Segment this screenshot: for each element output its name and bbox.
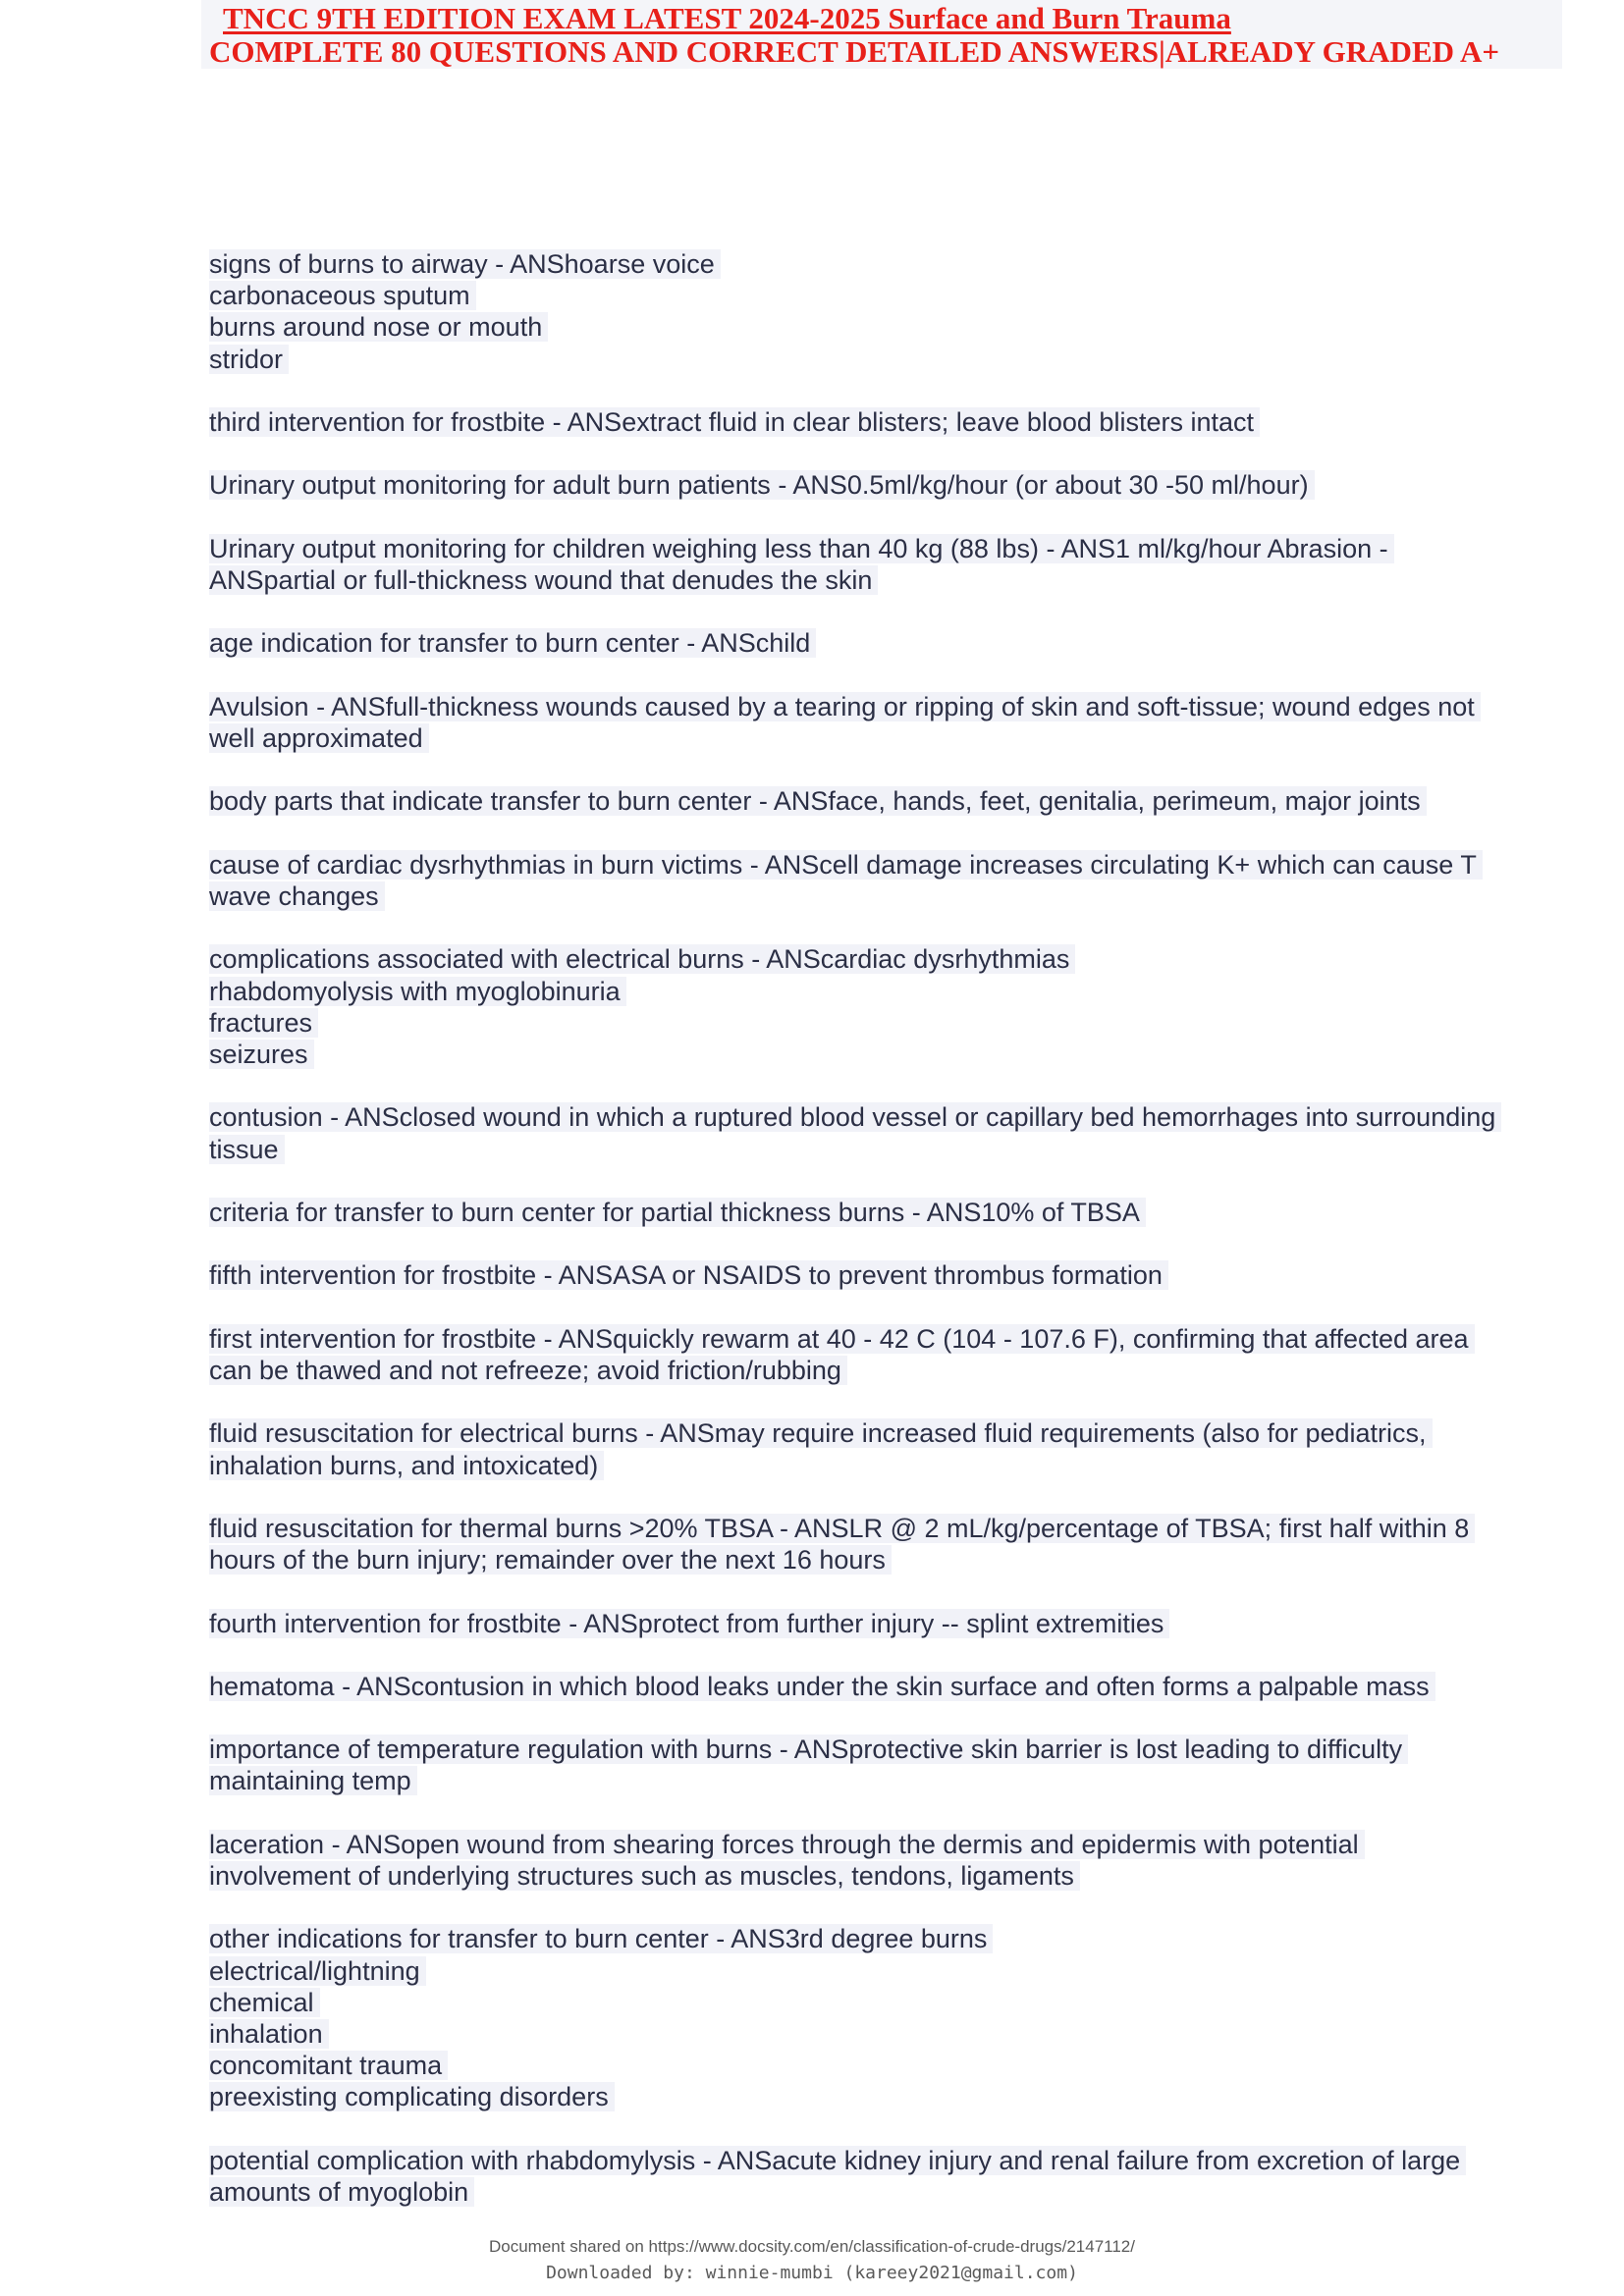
qa-line-text: Avulsion - ANSfull-thickness wounds caused by a tearing or ripping of skin and soft-tissue; wound edges not (209, 692, 1481, 721)
qa-line-text: fractures (209, 1008, 318, 1038)
qa-line (209, 533, 1564, 564)
qa-entry (209, 2145, 1564, 2208)
qa-line-text: wave changes (209, 881, 385, 911)
qa-line (209, 976, 1564, 1007)
footer-shared-note: Document shared on https://www.docsity.com/en/classification-of-crude-drugs/2147112/ (489, 2237, 1135, 2256)
qa-line-text: rhabdomyolysis with myoglobinuria (209, 977, 626, 1006)
qa-line (209, 881, 1564, 912)
qa-line (209, 1450, 1564, 1481)
qa-line-text: maintaining temp (209, 1766, 417, 1795)
qa-line-text: laceration - ANSopen wound from shearing forces through the dermis and epidermis with potential (209, 1830, 1365, 1859)
qa-entry (209, 406, 1564, 438)
qa-line (209, 2145, 1564, 2176)
qa-line (209, 406, 1564, 438)
qa-line-text: Urinary output monitoring for adult burn patients - ANS0.5ml/kg/hour (or about 30 -50 ml/hour) (209, 470, 1315, 500)
qa-line (209, 1323, 1564, 1355)
qa-line (209, 1417, 1564, 1449)
qa-entry (209, 1323, 1564, 1386)
qa-line (209, 1765, 1564, 1796)
qa-line-text: electrical/lightning (209, 1956, 426, 1986)
qa-entry (209, 785, 1564, 817)
qa-line (209, 722, 1564, 754)
qa-line-text: seizures (209, 1040, 314, 1069)
qa-entry (209, 1513, 1564, 1575)
qa-line-text: inhalation burns, and intoxicated) (209, 1451, 604, 1480)
qa-entry (209, 1101, 1564, 1164)
qa-line-text: burns around nose or mouth (209, 312, 548, 342)
qa-line-text: fifth intervention for frostbite - ANSASA or NSAIDS to prevent thrombus formation (209, 1260, 1168, 1290)
qa-line-text: cause of cardiac dysrhythmias in burn victims - ANScell damage increases circulating K+ which can cause T (209, 850, 1483, 880)
qa-line (209, 2176, 1564, 2208)
qa-line (209, 1829, 1564, 1860)
qa-line (209, 2018, 1564, 2050)
qa-line-text: ANSpartial or full-thickness wound that denudes the skin (209, 565, 878, 595)
qa-line-text: amounts of myoglobin (209, 2177, 474, 2207)
qa-line-text: fluid resuscitation for electrical burns - ANSmay require increased fluid requirements (also for pediatrics, (209, 1418, 1433, 1448)
qa-line-text: can be thawed and not refreeze; avoid friction/rubbing (209, 1356, 847, 1385)
qa-line (209, 1544, 1564, 1575)
qa-line-text: well approximated (209, 723, 429, 753)
qa-line (209, 1734, 1564, 1765)
qa-line-text: hours of the burn injury; remainder over the next 16 hours (209, 1545, 892, 1575)
qa-line (209, 1355, 1564, 1386)
qa-line-text: carbonaceous sputum (209, 281, 476, 310)
qa-line (209, 1259, 1564, 1291)
qa-line-text: Urinary output monitoring for children weighing less than 40 kg (88 lbs) - ANS1 ml/kg/hour Abrasion - (209, 534, 1394, 563)
qa-entry (209, 1923, 1564, 2112)
qa-entry (209, 469, 1564, 501)
qa-entry (209, 1259, 1564, 1291)
qa-line (209, 1987, 1564, 2018)
qa-line (209, 1513, 1564, 1544)
qa-line (209, 691, 1564, 722)
qa-line-text: criteria for transfer to burn center for partial thickness burns - ANS10% of TBSA (209, 1198, 1146, 1227)
qa-line (209, 248, 1564, 280)
qa-line-text: first intervention for frostbite - ANSquickly rewarm at 40 - 42 C (104 - 107.6 F), confirming that affected area (209, 1324, 1475, 1354)
qa-line-text: third intervention for frostbite - ANSextract fluid in clear blisters; leave blood blisters intact (209, 407, 1260, 437)
qa-line-text: complications associated with electrical burns - ANScardiac dysrhythmias (209, 944, 1075, 974)
qa-line-text: age indication for transfer to burn center - ANSchild (209, 628, 816, 658)
qa-line-text: inhalation (209, 2019, 329, 2049)
qa-entry (209, 1734, 1564, 1796)
qa-entry (209, 943, 1564, 1070)
qa-line (209, 2050, 1564, 2081)
qa-line (209, 280, 1564, 311)
qa-line-text: potential complication with rhabdomylysis - ANSacute kidney injury and renal failure from excretion of large (209, 2146, 1466, 2175)
qa-line (209, 1671, 1564, 1702)
qa-line-text: chemical (209, 1988, 320, 2017)
qa-entry (209, 849, 1564, 912)
qa-line (209, 2081, 1564, 2112)
qa-line-text: importance of temperature regulation with burns - ANSprotective skin barrier is lost leading to difficulty (209, 1735, 1408, 1764)
qa-line (209, 1007, 1564, 1039)
qa-line-text: other indications for transfer to burn center - ANS3rd degree burns (209, 1924, 993, 1953)
qa-entry (209, 691, 1564, 754)
qa-line (209, 943, 1564, 975)
qa-line (209, 564, 1564, 596)
qa-line-text: involvement of underlying structures such as muscles, tendons, ligaments (209, 1861, 1080, 1891)
qa-line-text: stridor (209, 345, 289, 374)
qa-line (209, 1608, 1564, 1639)
qa-entry (209, 1671, 1564, 1702)
qa-line (209, 1134, 1564, 1165)
qa-entry (209, 1197, 1564, 1228)
qa-entry (209, 248, 1564, 375)
qa-entry (209, 1829, 1564, 1892)
qa-line (209, 311, 1564, 343)
qa-entry (209, 1608, 1564, 1639)
qa-line-text: preexisting complicating disorders (209, 2082, 615, 2111)
qa-line-text: concomitant trauma (209, 2051, 448, 2080)
qa-line (209, 627, 1564, 659)
document-title-line-2: COMPLETE 80 QUESTIONS AND CORRECT DETAILED ANSWERS|ALREADY GRADED A+ (209, 34, 1500, 69)
qa-line-text: body parts that indicate transfer to burn center - ANSface, hands, feet, genitalia, perimeum, major joints (209, 786, 1427, 816)
qa-line-text: contusion - ANSclosed wound in which a ruptured blood vessel or capillary bed hemorrhages into surrounding (209, 1102, 1501, 1132)
qa-line (209, 1955, 1564, 1987)
qa-line (209, 785, 1564, 817)
qa-entry (209, 1417, 1564, 1480)
qa-line (209, 1101, 1564, 1133)
qa-line-text: signs of burns to airway - ANShoarse voice (209, 249, 721, 279)
qa-list (209, 248, 1564, 2239)
qa-line (209, 1197, 1564, 1228)
qa-line-text: fourth intervention for frostbite - ANSprotect from further injury -- splint extremities (209, 1609, 1169, 1638)
qa-line (209, 849, 1564, 881)
qa-line (209, 469, 1564, 501)
qa-line-text: fluid resuscitation for thermal burns >20% TBSA - ANSLR @ 2 mL/kg/percentage of TBSA; first half within 8 (209, 1514, 1475, 1543)
qa-line-text: hematoma - ANScontusion in which blood leaks under the skin surface and often forms a palpable mass (209, 1672, 1435, 1701)
document-title-line-1: TNCC 9TH EDITION EXAM LATEST 2024-2025 Surface and Burn Trauma (223, 1, 1231, 35)
qa-line (209, 344, 1564, 375)
footer-download-note: Downloaded by: winnie-mumbi (kareey2021@gmail.com) (546, 2263, 1078, 2283)
qa-entry (209, 533, 1564, 596)
qa-line (209, 1039, 1564, 1070)
qa-line (209, 1923, 1564, 1954)
qa-entry (209, 627, 1564, 659)
qa-line (209, 1860, 1564, 1892)
qa-line-text: tissue (209, 1135, 285, 1164)
